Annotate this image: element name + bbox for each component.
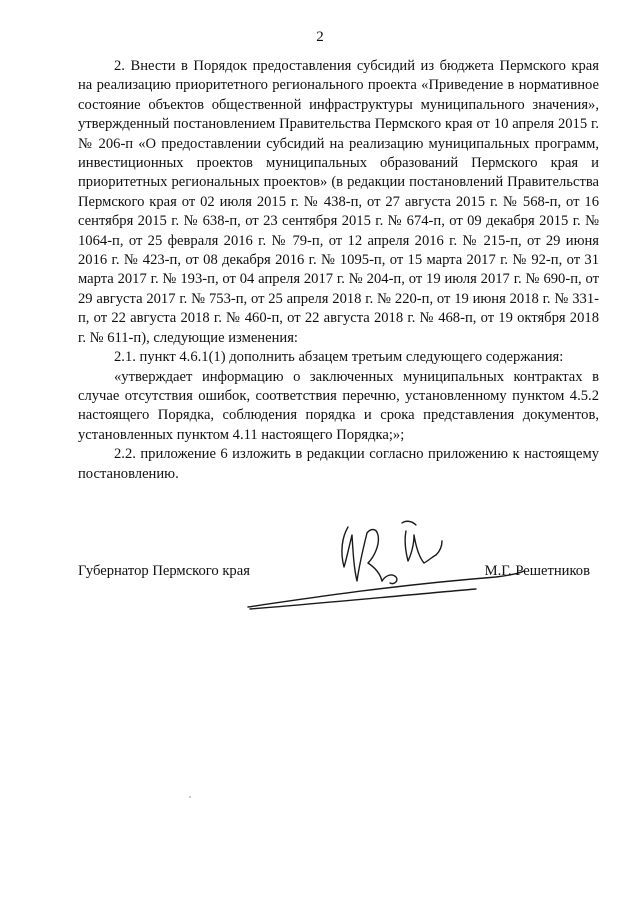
handwritten-signature bbox=[236, 507, 526, 617]
paragraph-item-2-2: 2.2. приложение 6 изложить в редакции согласно приложению к настоящему постановлению. bbox=[78, 446, 599, 482]
paragraph-amendment-intro: 2. Внести в Порядок предоставления субсидий из бюджета Пермского края на реализацию приоритетного регионального проекта «Приведение в нормативное состояние объектов общественной инфраструктуры муниципального значения», утвержденный постановлением Правительства Пермского края от 10 апреля 2015 г. № 206-п «О предоставлении субсидий на реализацию муниципальных программ, инвестиционных проектов муниципальных образований Пермского края и приоритетных региональных проектов» (в редакции постановлений Правительства Пермского края от 02 июля 2015 г. № 438-п, от 27 августа 2015 г. № 568-п, от 16 сентября 2015 г. № 638-п, от 23 сентября 2015 г. № 674-п, от 09 декабря 2015 г. № 1064-п, от 25 февраля 2016 г. № 79-п, от 12 апреля 2016 г. № 215-п, от 29 июня 2016 г. № 423-п, от 08 декабря 2016 г. № 1095-п, от 15 марта 2017 г. № 92-п, от 31 марта 2017 г. № 193-п, от 04 апреля 2017 г. № 204-п, от 19 июля 2017 г. № 690-п, от 29 августа 2017 г. № 753-п, от 25 апреля 2018 г. № 220-п, от 19 июня 2018 г. № 331-п, от 22 августа 2018 г. № 460-п, от 22 августа 2018 г. № 468-п, от 19 октября 2018 г. № 611-п), следующие изменения: bbox=[78, 58, 599, 346]
paragraph-quoted-text: «утверждает информацию о заключенных муниципальных контрактах в случае отсутствия ошибок, соответствия перечню, установленному пунктом 4.5.2 настоящего Порядка, соблюдения порядка и срока представления документов, установленных пунктом 4.11 настоящего Порядка;»; bbox=[78, 368, 599, 443]
signatory-position: Губернатор Пермского края bbox=[78, 563, 250, 579]
signature-block bbox=[78, 563, 599, 623]
paragraph-item-2-1: 2.1. пункт 4.6.1(1) дополнить абзацем третьим следующего содержания: bbox=[114, 349, 564, 366]
page-number: 2 bbox=[316, 29, 324, 45]
signatory-name: М.Г. Решетников bbox=[484, 563, 590, 579]
document-body bbox=[78, 57, 599, 484]
scan-speck bbox=[189, 796, 191, 798]
